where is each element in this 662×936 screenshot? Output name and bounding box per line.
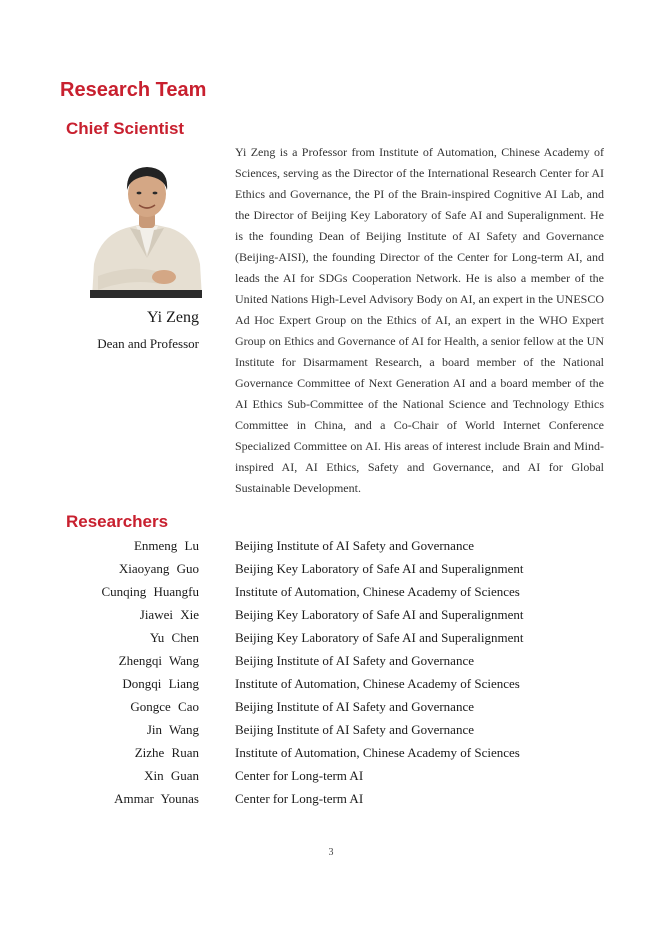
researcher-row — [0, 536, 662, 559]
researcher-name: Zhengqi Wang — [118, 653, 199, 668]
researcher-affiliation: Center for Long-term AI — [235, 791, 364, 806]
chief-scientist-bio: Yi Zeng is a Professor from Institute of Automation, Chinese Academy of Sciences, serving as the Director of the International Research Center for AI Ethics and Governance, the PI of the Brain-inspired Cognitive AI Lab, and the Director of Beijing Key Laboratory of Safe AI and Superalignment. He is the founding Dean of Beijing Institute of AI Safety and Governance (Beijing-AISI), the founding Director of the Center for Long-term AI, and leads the AI for SDGs Cooperation Network. He is also a member of the United Nations High-Level Advisory Body on AI, an expert in the UNESCO Ad Hoc Expert Group on the Ethics of AI, an expert in the WHO Expert Group on Ethics and Governance of AI for Health, a senior fellow at the UN Institute for Disarmament Research, a board member of the National Governance Committee of Next Generation AI and a board member of the AI Ethics Sub-Committee of the National Science and Technology Ethics Committee in China, and a Co-Chair of World Internet Conference Specialized Committee on AI. His areas of interest include Brain and Mind-inspired AI, AI Ethics, Safety and Governance, and AI for Global Sustainable Development. — [235, 145, 604, 495]
page-number: 3 — [328, 847, 334, 858]
researcher-name: Xiaoyang Guo — [118, 561, 199, 576]
researcher-affiliation: Institute of Automation, Chinese Academy of Sciences — [235, 676, 520, 691]
chief-scientist-name: Yi Zeng — [147, 309, 199, 326]
researcher-row — [0, 697, 662, 720]
researcher-row — [0, 582, 662, 605]
researcher-row — [0, 651, 662, 674]
researcher-name: Xin Guan — [144, 768, 199, 783]
researcher-name: Ammar Younas — [114, 791, 199, 806]
chief-scientist-heading: Chief Scientist — [66, 119, 185, 138]
researcher-row — [0, 766, 662, 789]
researcher-affiliation: Beijing Institute of AI Safety and Governance — [235, 722, 474, 737]
researcher-name: Zizhe Ruan — [134, 745, 199, 760]
chief-scientist-photo — [90, 160, 202, 298]
researcher-row — [0, 720, 662, 743]
researcher-affiliation: Institute of Automation, Chinese Academy of Sciences — [235, 745, 520, 760]
researcher-affiliation: Beijing Key Laboratory of Safe AI and Superalignment — [235, 561, 524, 576]
researcher-name: Cunqing Huangfu — [101, 584, 199, 599]
researchers-heading: Researchers — [66, 512, 169, 531]
researcher-row — [0, 628, 662, 651]
researcher-affiliation: Beijing Key Laboratory of Safe AI and Superalignment — [235, 630, 524, 645]
chief-scientist-role: Dean and Professor — [97, 336, 199, 351]
researcher-row — [0, 605, 662, 628]
researcher-name: Dongqi Liang — [122, 676, 199, 691]
researchers-list — [0, 536, 662, 812]
researcher-name: Jiawei Xie — [139, 607, 199, 622]
researcher-name: Enmeng Lu — [133, 538, 199, 553]
researcher-row — [0, 674, 662, 697]
researcher-name: Yu Chen — [149, 630, 199, 645]
researcher-affiliation: Beijing Institute of AI Safety and Governance — [235, 699, 474, 714]
researcher-name: Jin Wang — [146, 722, 199, 737]
researcher-affiliation: Beijing Institute of AI Safety and Governance — [235, 653, 474, 668]
researcher-row — [0, 743, 662, 766]
section-title: Research Team — [60, 79, 207, 101]
researcher-row — [0, 559, 662, 582]
researcher-affiliation: Beijing Key Laboratory of Safe AI and Superalignment — [235, 607, 524, 622]
researcher-affiliation: Beijing Institute of AI Safety and Governance — [235, 538, 474, 553]
researcher-affiliation: Center for Long-term AI — [235, 768, 364, 783]
researcher-row — [0, 789, 662, 812]
researcher-name: Gongce Cao — [130, 699, 199, 714]
researcher-affiliation: Institute of Automation, Chinese Academy of Sciences — [235, 584, 520, 599]
